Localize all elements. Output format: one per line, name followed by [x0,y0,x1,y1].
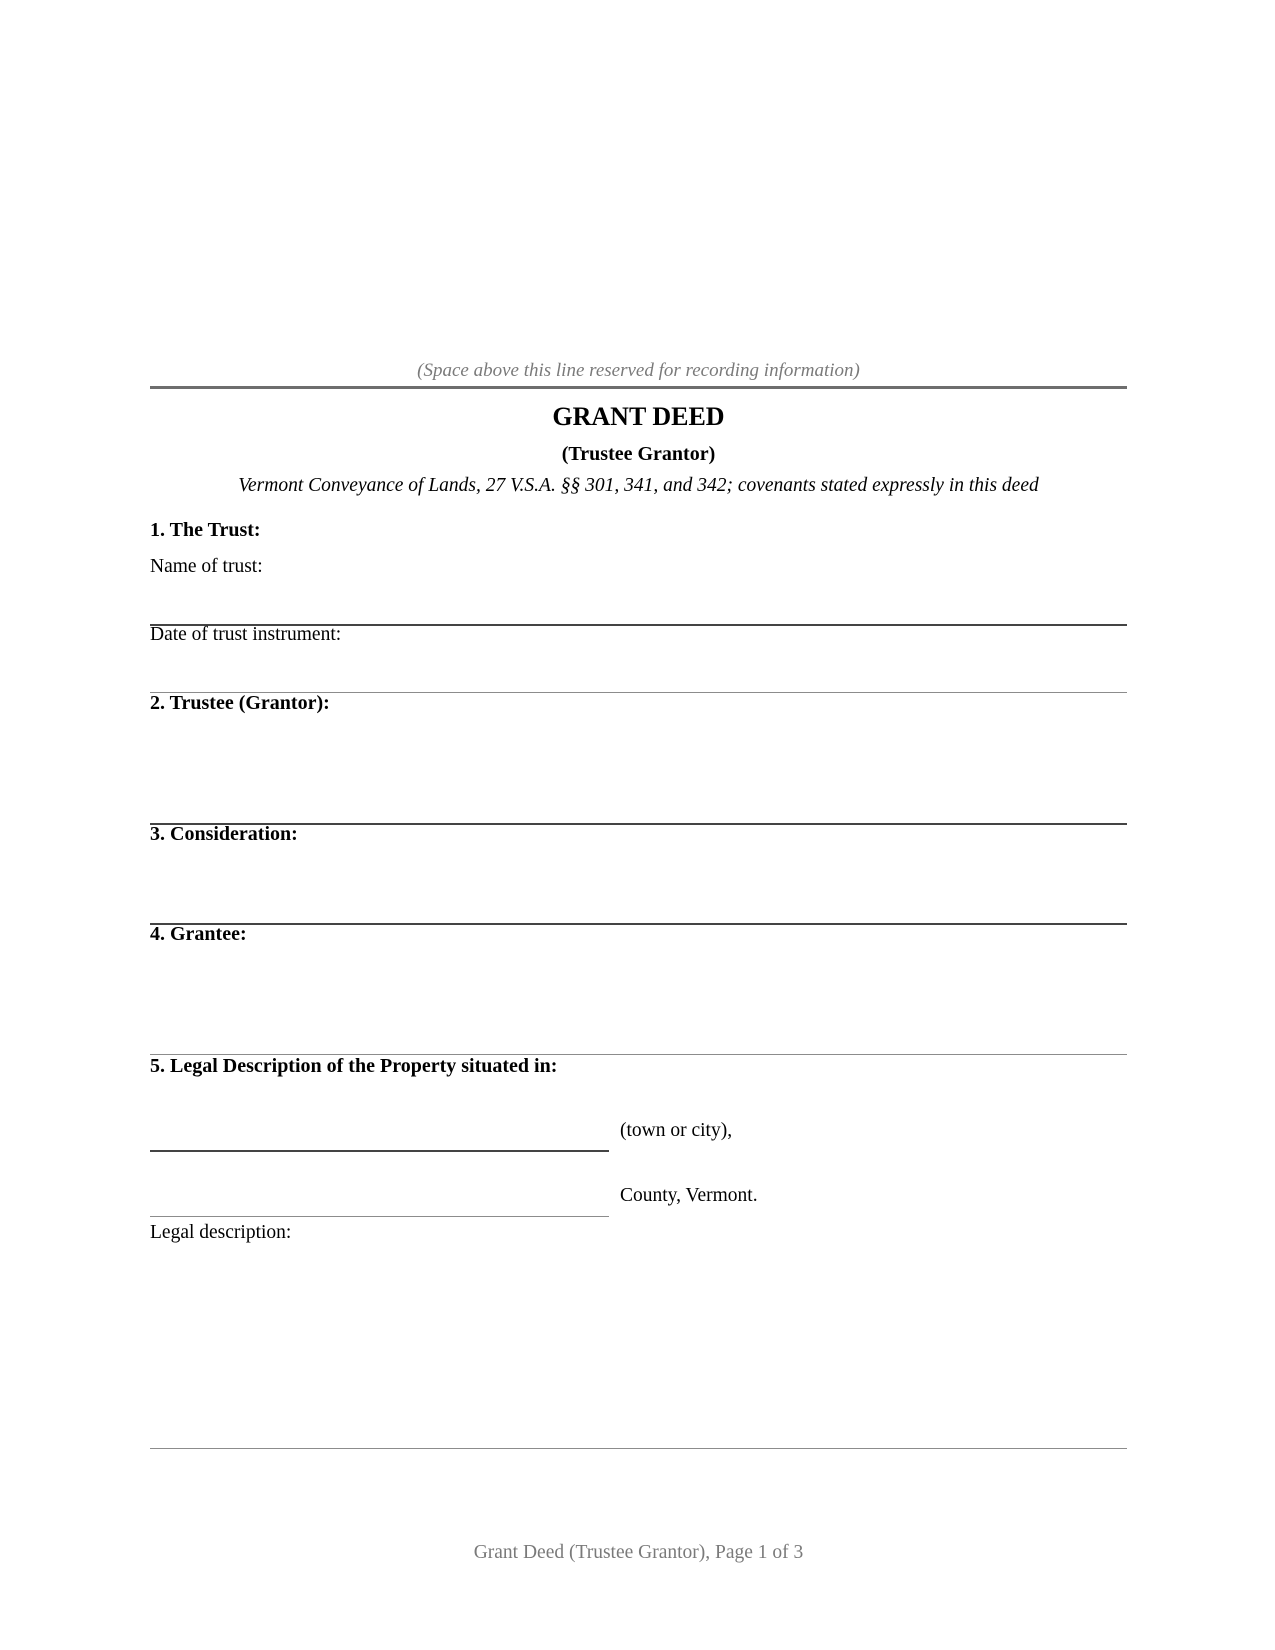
town-label: (town or city), [620,1120,733,1141]
consideration-field[interactable] [150,848,1127,920]
document-subtitle: (Trustee Grantor) [561,443,716,465]
statute-reference: Vermont Conveyance of Lands, 27 V.S.A. §§ 301, 341, and 342; covenants stated expressly in this deed [238,475,1039,496]
trustee-field[interactable] [150,718,1127,820]
trust-name-label: Name of trust: [150,556,263,577]
town-line [150,1150,609,1152]
legal-description-field[interactable] [150,1250,1127,1444]
county-line [150,1216,609,1217]
legal-description-label: Legal description: [150,1222,292,1243]
consideration-line [150,923,1127,925]
town-field[interactable] [150,1092,609,1142]
section-trustee-heading: 2. Trustee (Grantor): [150,692,330,714]
recording-space-note: (Space above this line reserved for recording information) [417,360,860,381]
recording-line [150,386,1127,389]
trust-date-label: Date of trust instrument: [150,624,342,645]
county-label: County, Vermont. [620,1185,758,1206]
legal-description-line [150,1448,1127,1449]
section-grantee-heading: 4. Grantee: [150,923,247,945]
page-footer: Grant Deed (Trustee Grantor), Page 1 of 3 [473,1542,804,1563]
trust-name-field[interactable] [150,578,1127,620]
section-property-heading: 5. Legal Description of the Property situated in: [150,1055,558,1077]
section-trust-heading: 1. The Trust: [150,519,261,541]
section-consideration-heading: 3. Consideration: [150,823,298,845]
county-field[interactable] [150,1160,609,1212]
grantee-field[interactable] [150,948,1127,1050]
trust-date-field[interactable] [150,648,1127,688]
document-title: GRANT DEED [552,402,725,431]
